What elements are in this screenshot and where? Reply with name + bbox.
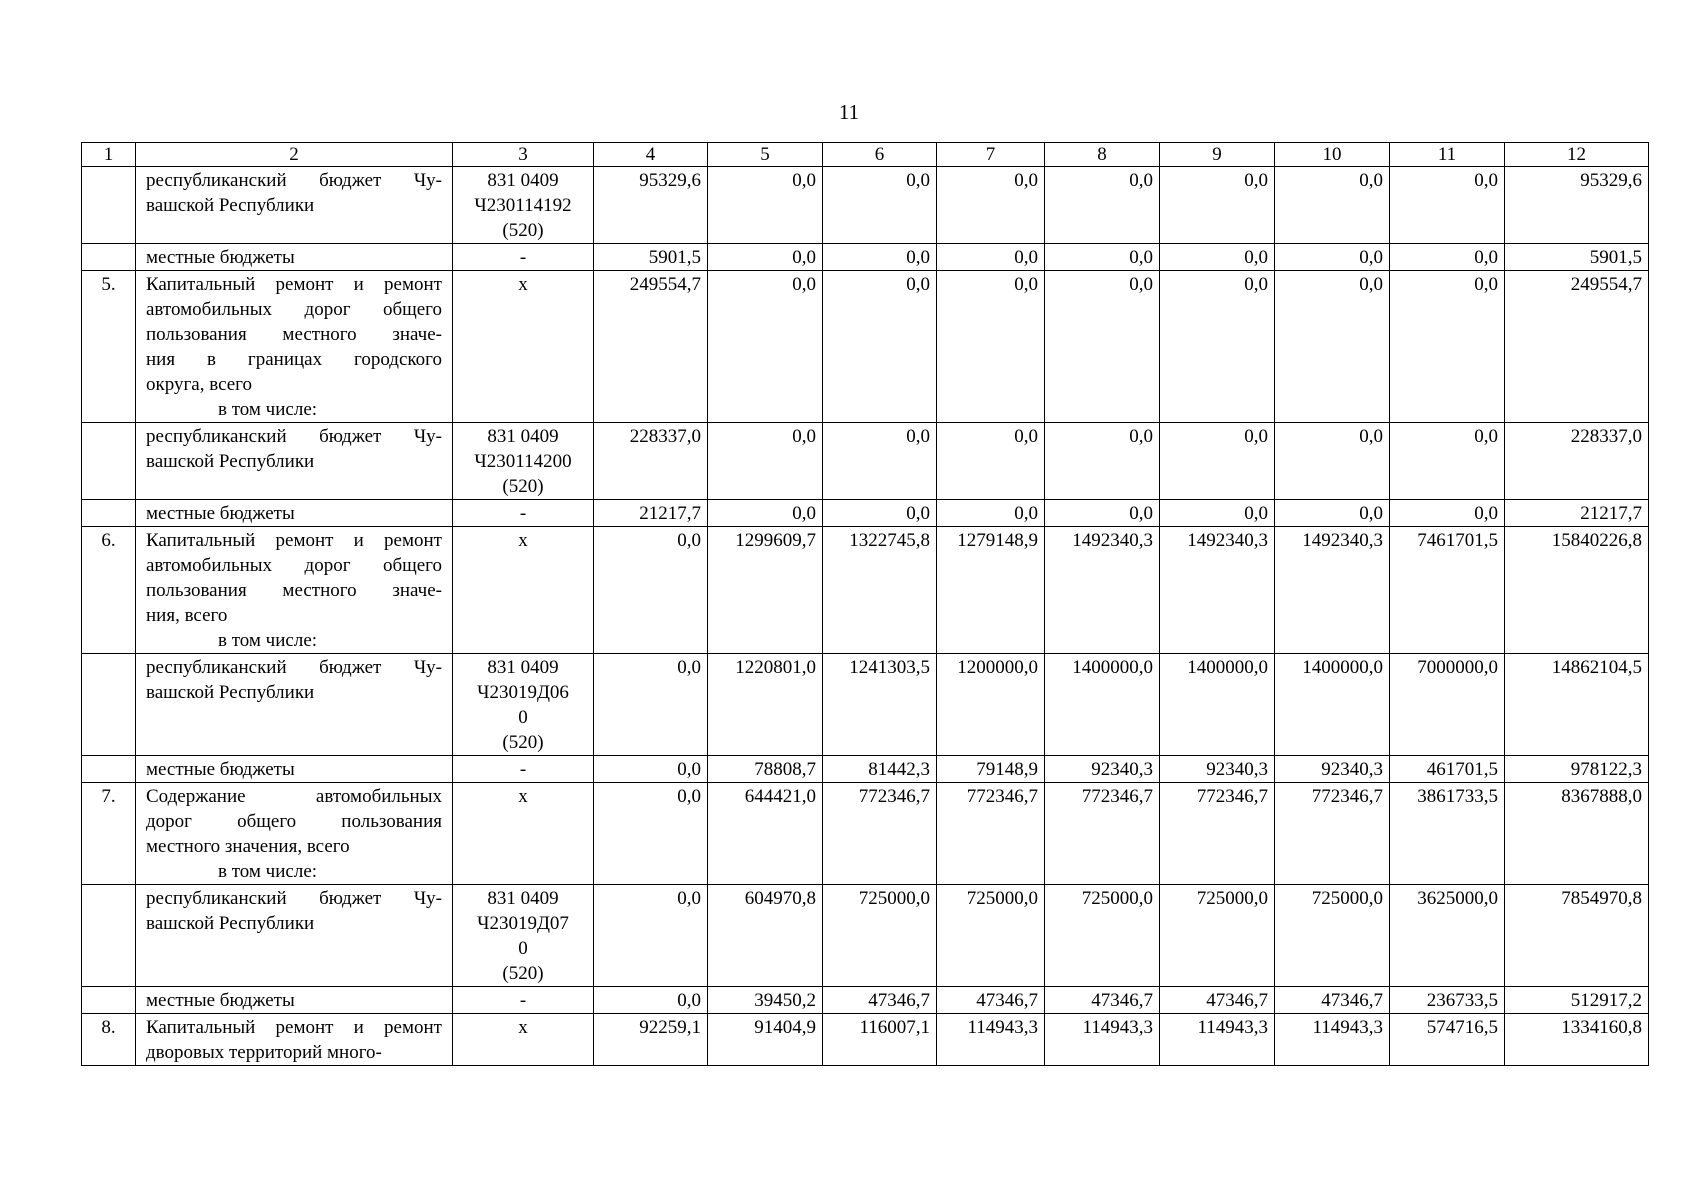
code-line: - (519, 247, 527, 268)
row-number (82, 423, 136, 500)
row-number: 8. (82, 1014, 136, 1066)
row-name (136, 783, 453, 885)
value-col-8: 114943,3 (1045, 1014, 1160, 1066)
value-col-11: 3861733,5 (1390, 783, 1505, 885)
table-row (82, 500, 1649, 527)
value-col-4: 228337,0 (594, 423, 708, 500)
value-col-11: 0,0 (1390, 423, 1505, 500)
name-line: дворовых территорий много- (146, 1042, 382, 1063)
value-col-12: 14862104,5 (1505, 654, 1649, 756)
value-col-12: 1334160,8 (1505, 1014, 1649, 1066)
row-number: 6. (82, 527, 136, 654)
value-col-9: 0,0 (1160, 500, 1275, 527)
row-number (82, 987, 136, 1014)
value-col-8: 725000,0 (1045, 885, 1160, 987)
budget-code (453, 885, 594, 987)
value-col-9: 0,0 (1160, 423, 1275, 500)
value-col-6: 0,0 (823, 271, 937, 423)
value-col-6: 0,0 (823, 423, 937, 500)
value-col-5: 39450,2 (708, 987, 823, 1014)
column-header-7: 7 (937, 143, 1045, 167)
value-col-12: 15840226,8 (1505, 527, 1649, 654)
value-col-6: 47346,7 (823, 987, 937, 1014)
value-col-8: 47346,7 (1045, 987, 1160, 1014)
value-col-10: 0,0 (1275, 500, 1390, 527)
code-line: (520) (502, 732, 544, 753)
value-col-11: 0,0 (1390, 271, 1505, 423)
value-col-5: 78808,7 (708, 756, 823, 783)
code-line: 831 0409 (487, 657, 559, 678)
code-line: Ч230114192 (474, 195, 572, 216)
value-col-4: 21217,7 (594, 500, 708, 527)
value-col-8: 0,0 (1045, 271, 1160, 423)
name-line: Капитальный ремонт и ремонт (146, 530, 442, 551)
code-line: 0 (518, 707, 528, 728)
budget-code (453, 654, 594, 756)
code-line: - (519, 759, 527, 780)
value-col-11: 7000000,0 (1390, 654, 1505, 756)
name-line: Содержание автомобильных (146, 786, 442, 807)
value-col-12: 5901,5 (1505, 244, 1649, 271)
value-col-4: 95329,6 (594, 167, 708, 244)
table-row (82, 271, 1649, 423)
column-header-4: 4 (594, 143, 708, 167)
value-col-4: 0,0 (594, 987, 708, 1014)
value-col-10: 92340,3 (1275, 756, 1390, 783)
value-col-5: 0,0 (708, 500, 823, 527)
table-row (82, 527, 1649, 654)
value-col-7: 0,0 (937, 271, 1045, 423)
row-name (136, 987, 453, 1014)
value-col-4: 0,0 (594, 885, 708, 987)
row-name (136, 500, 453, 527)
value-col-4: 249554,7 (594, 271, 708, 423)
code-line: (520) (502, 220, 544, 241)
column-header-9: 9 (1160, 143, 1275, 167)
value-col-7: 725000,0 (937, 885, 1045, 987)
name-line: республиканский бюджет Чу- (146, 426, 442, 447)
value-col-4: 5901,5 (594, 244, 708, 271)
value-col-10: 0,0 (1275, 271, 1390, 423)
name-line: Капитальный ремонт и ремонт (146, 1017, 442, 1038)
value-col-9: 0,0 (1160, 167, 1275, 244)
row-number (82, 654, 136, 756)
name-line: дорог общего пользования (146, 811, 442, 832)
value-col-11: 0,0 (1390, 167, 1505, 244)
column-header-1: 1 (82, 143, 136, 167)
row-number (82, 885, 136, 987)
code-line: Ч230114200 (474, 451, 572, 472)
value-col-4: 0,0 (594, 527, 708, 654)
value-col-5: 0,0 (708, 244, 823, 271)
value-col-10: 114943,3 (1275, 1014, 1390, 1066)
value-col-5: 91404,9 (708, 1014, 823, 1066)
value-col-9: 0,0 (1160, 271, 1275, 423)
code-line: 0 (518, 938, 528, 959)
table-row (82, 654, 1649, 756)
code-line: - (519, 503, 527, 524)
value-col-5: 644421,0 (708, 783, 823, 885)
value-col-9: 0,0 (1160, 244, 1275, 271)
value-col-11: 574716,5 (1390, 1014, 1505, 1066)
value-col-4: 0,0 (594, 654, 708, 756)
table-row (82, 756, 1649, 783)
row-name (136, 271, 453, 423)
row-number: 7. (82, 783, 136, 885)
value-col-4: 0,0 (594, 783, 708, 885)
value-col-8: 0,0 (1045, 244, 1160, 271)
value-col-12: 7854970,8 (1505, 885, 1649, 987)
column-header-5: 5 (708, 143, 823, 167)
value-col-11: 0,0 (1390, 244, 1505, 271)
value-col-7: 114943,3 (937, 1014, 1045, 1066)
budget-code (453, 167, 594, 244)
name-line: округа, всего (146, 374, 252, 395)
value-col-7: 772346,7 (937, 783, 1045, 885)
value-col-9: 1492340,3 (1160, 527, 1275, 654)
row-number (82, 244, 136, 271)
table-row (82, 1014, 1649, 1066)
budget-table (81, 142, 1649, 1066)
including-label: в том числе: (218, 630, 318, 651)
column-header-12: 12 (1505, 143, 1649, 167)
column-header-10: 10 (1275, 143, 1390, 167)
value-col-6: 1241303,5 (823, 654, 937, 756)
including-label: в том числе: (218, 861, 318, 882)
budget-code (453, 500, 594, 527)
value-col-10: 47346,7 (1275, 987, 1390, 1014)
value-col-10: 772346,7 (1275, 783, 1390, 885)
budget-code (453, 423, 594, 500)
code-line: (520) (502, 476, 544, 497)
column-header-3: 3 (453, 143, 594, 167)
value-col-8: 1400000,0 (1045, 654, 1160, 756)
row-number (82, 500, 136, 527)
row-number: 5. (82, 271, 136, 423)
value-col-12: 249554,7 (1505, 271, 1649, 423)
column-header-11: 11 (1390, 143, 1505, 167)
budget-code (453, 1014, 594, 1066)
value-col-9: 92340,3 (1160, 756, 1275, 783)
row-name (136, 423, 453, 500)
name-line: республиканский бюджет Чу- (146, 657, 442, 678)
name-line: местные бюджеты (146, 503, 295, 524)
including-label: в том числе: (218, 399, 318, 420)
row-name (136, 1014, 453, 1066)
value-col-12: 512917,2 (1505, 987, 1649, 1014)
name-line: местные бюджеты (146, 247, 295, 268)
code-line: х (518, 274, 528, 295)
value-col-12: 21217,7 (1505, 500, 1649, 527)
value-col-8: 772346,7 (1045, 783, 1160, 885)
code-line: х (518, 1017, 528, 1038)
value-col-8: 92340,3 (1045, 756, 1160, 783)
value-col-9: 725000,0 (1160, 885, 1275, 987)
value-col-11: 3625000,0 (1390, 885, 1505, 987)
value-col-5: 0,0 (708, 271, 823, 423)
code-line: (520) (502, 963, 544, 984)
value-col-8: 1492340,3 (1045, 527, 1160, 654)
budget-code (453, 756, 594, 783)
value-col-12: 978122,3 (1505, 756, 1649, 783)
row-number (82, 167, 136, 244)
code-line: Ч23019Д07 (477, 913, 569, 934)
value-col-9: 47346,7 (1160, 987, 1275, 1014)
row-name (136, 244, 453, 271)
value-col-9: 114943,3 (1160, 1014, 1275, 1066)
value-col-7: 79148,9 (937, 756, 1045, 783)
code-line: х (518, 530, 528, 551)
code-line: 831 0409 (487, 888, 559, 909)
page-number: 11 (838, 100, 860, 124)
column-header-6: 6 (823, 143, 937, 167)
value-col-4: 92259,1 (594, 1014, 708, 1066)
name-line: вашской Республики (146, 913, 315, 934)
name-line: вашской Республики (146, 195, 315, 216)
name-line: ния, всего (146, 605, 228, 626)
value-col-6: 81442,3 (823, 756, 937, 783)
name-line: пользования местного значе- (146, 580, 442, 601)
value-col-7: 0,0 (937, 423, 1045, 500)
value-col-6: 0,0 (823, 500, 937, 527)
name-line: республиканский бюджет Чу- (146, 888, 442, 909)
value-col-9: 772346,7 (1160, 783, 1275, 885)
row-name (136, 885, 453, 987)
column-header-row (82, 143, 1649, 167)
name-line: местного значения, всего (146, 836, 350, 857)
budget-code (453, 244, 594, 271)
value-col-7: 0,0 (937, 500, 1045, 527)
value-col-7: 0,0 (937, 244, 1045, 271)
name-line: местные бюджеты (146, 990, 295, 1011)
value-col-6: 725000,0 (823, 885, 937, 987)
value-col-6: 772346,7 (823, 783, 937, 885)
code-line: Ч23019Д06 (477, 682, 569, 703)
name-line: Капитальный ремонт и ремонт (146, 274, 442, 295)
name-line: автомобильных дорог общего (146, 555, 442, 576)
name-line: пользования местного значе- (146, 324, 442, 345)
code-line: 831 0409 (487, 170, 559, 191)
budget-code (453, 987, 594, 1014)
value-col-10: 0,0 (1275, 423, 1390, 500)
value-col-9: 1400000,0 (1160, 654, 1275, 756)
value-col-11: 0,0 (1390, 500, 1505, 527)
value-col-12: 8367888,0 (1505, 783, 1649, 885)
value-col-5: 1220801,0 (708, 654, 823, 756)
value-col-11: 7461701,5 (1390, 527, 1505, 654)
code-line: 831 0409 (487, 426, 559, 447)
value-col-10: 725000,0 (1275, 885, 1390, 987)
value-col-6: 0,0 (823, 167, 937, 244)
value-col-11: 236733,5 (1390, 987, 1505, 1014)
name-line: вашской Республики (146, 451, 315, 472)
value-col-10: 0,0 (1275, 244, 1390, 271)
budget-code (453, 527, 594, 654)
name-line: вашской Республики (146, 682, 315, 703)
value-col-5: 0,0 (708, 423, 823, 500)
code-line: - (519, 990, 527, 1011)
table-row (82, 423, 1649, 500)
code-line: х (518, 786, 528, 807)
name-line: автомобильных дорог общего (146, 299, 442, 320)
value-col-8: 0,0 (1045, 500, 1160, 527)
column-header-2: 2 (136, 143, 453, 167)
budget-code (453, 271, 594, 423)
value-col-10: 0,0 (1275, 167, 1390, 244)
budget-code (453, 783, 594, 885)
row-name (136, 167, 453, 244)
value-col-10: 1492340,3 (1275, 527, 1390, 654)
value-col-6: 116007,1 (823, 1014, 937, 1066)
value-col-7: 0,0 (937, 167, 1045, 244)
value-col-6: 1322745,8 (823, 527, 937, 654)
row-name (136, 654, 453, 756)
value-col-7: 1200000,0 (937, 654, 1045, 756)
column-header-8: 8 (1045, 143, 1160, 167)
name-line: местные бюджеты (146, 759, 295, 780)
table-row (82, 987, 1649, 1014)
row-name (136, 527, 453, 654)
table-row (82, 167, 1649, 244)
name-line: ния в границах городского (146, 349, 442, 370)
value-col-7: 1279148,9 (937, 527, 1045, 654)
value-col-12: 95329,6 (1505, 167, 1649, 244)
value-col-8: 0,0 (1045, 167, 1160, 244)
value-col-5: 0,0 (708, 167, 823, 244)
value-col-4: 0,0 (594, 756, 708, 783)
value-col-5: 604970,8 (708, 885, 823, 987)
value-col-12: 228337,0 (1505, 423, 1649, 500)
table-row (82, 783, 1649, 885)
value-col-10: 1400000,0 (1275, 654, 1390, 756)
value-col-8: 0,0 (1045, 423, 1160, 500)
value-col-6: 0,0 (823, 244, 937, 271)
value-col-7: 47346,7 (937, 987, 1045, 1014)
value-col-11: 461701,5 (1390, 756, 1505, 783)
table-row (82, 244, 1649, 271)
value-col-5: 1299609,7 (708, 527, 823, 654)
name-line: республиканский бюджет Чу- (146, 170, 442, 191)
row-name (136, 756, 453, 783)
table-row (82, 885, 1649, 987)
row-number (82, 756, 136, 783)
